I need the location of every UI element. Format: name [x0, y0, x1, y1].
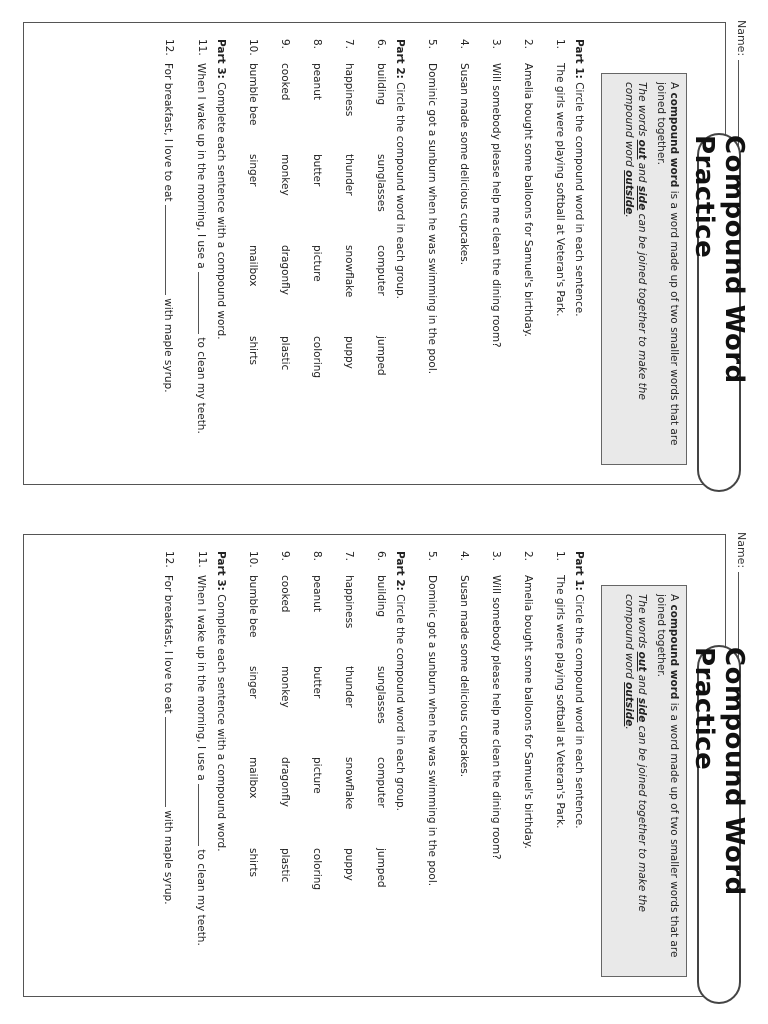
word-choice[interactable]: shirts	[247, 336, 259, 365]
part3-heading: Part 3: Complete each sentence with a compound word.	[215, 551, 227, 852]
word-choice[interactable]: happiness	[343, 63, 355, 117]
part1-item: 5. Dominic got a sunburn when he was swimming in the pool.	[426, 551, 438, 887]
worksheet	[8, 534, 748, 999]
definition-example: The words out and side can be joined together to make the compound word outside.	[623, 594, 648, 912]
part3-item: 12. For breakfast, I love to eat with maple syrup.	[162, 551, 175, 905]
part2-item: 9. cooked monkey dragonfly plastic	[278, 39, 291, 479]
part3-heading: Part 3: Complete each sentence with a compound word.	[215, 39, 227, 340]
part3-item: 11. When I wake up in the morning, I use a to clean my teeth.	[195, 39, 208, 434]
worksheet-content	[142, 39, 585, 479]
word-choice[interactable]: picture	[311, 757, 323, 794]
word-choice[interactable]: thunder	[343, 154, 355, 196]
word-choice[interactable]: jumped	[375, 336, 387, 376]
definition-box	[601, 73, 687, 465]
part1-heading: Part 1: Circle the compound word in each sentence.	[573, 39, 585, 317]
answer-blank[interactable]	[198, 784, 208, 846]
word-choice[interactable]: singer	[247, 154, 259, 187]
word-choice[interactable]: plastic	[279, 848, 291, 883]
word-choice[interactable]: cooked	[279, 63, 291, 101]
word-choice[interactable]: cooked	[279, 575, 291, 613]
part2-item: 6. building sunglasses computer jumped	[374, 551, 387, 991]
word-choice[interactable]: happiness	[343, 575, 355, 629]
word-choice[interactable]: puppy	[343, 848, 355, 881]
word-choice[interactable]: shirts	[247, 848, 259, 877]
word-choice[interactable]: butter	[311, 154, 323, 187]
word-choice[interactable]: peanut	[311, 63, 323, 100]
part3-item: 12. For breakfast, I love to eat with maple syrup.	[162, 39, 175, 393]
definition-box	[601, 585, 687, 977]
answer-blank[interactable]	[165, 717, 175, 807]
name-label: Name:	[735, 532, 748, 569]
part2-item: 8. peanut butter picture coloring	[310, 39, 323, 479]
word-choice[interactable]: mailbox	[247, 757, 259, 799]
word-choice[interactable]: jumped	[375, 848, 387, 888]
word-choice[interactable]: peanut	[311, 575, 323, 612]
word-choice[interactable]: sunglasses	[375, 666, 387, 724]
worksheet-copy-bottom	[0, 512, 768, 1024]
definition-text: A compound word is a word made up of two smaller words that are joined together.	[655, 594, 680, 958]
definition-example: The words out and side can be joined together to make the compound word outside.	[623, 82, 648, 400]
word-choice[interactable]: butter	[311, 666, 323, 699]
word-choice[interactable]: snowflake	[343, 245, 355, 298]
part2-item: 8. peanut butter picture coloring	[310, 551, 323, 991]
definition-text: A compound word is a word made up of two smaller words that are joined together.	[655, 82, 680, 446]
word-choice[interactable]: dragonfly	[279, 245, 291, 295]
word-choice[interactable]: coloring	[311, 848, 323, 891]
part3-item: 11. When I wake up in the morning, I use a to clean my teeth.	[195, 551, 208, 946]
part2-item: 10. bumble bee singer mailbox shirts	[246, 551, 259, 991]
part1-item: 3. Will somebody please help me clean the dining room?	[490, 39, 502, 348]
part1-item: 4. Susan made some delicious cupcakes.	[458, 39, 470, 266]
part2-item: 9. cooked monkey dragonfly plastic	[278, 551, 291, 991]
word-choice[interactable]: sunglasses	[375, 154, 387, 212]
part2-heading: Part 2: Circle the compound word in each group.	[394, 551, 406, 811]
part1-item: 2. Amelia bought some balloons for Samuel's birthday.	[522, 39, 534, 337]
part2-item: 10. bumble bee singer mailbox shirts	[246, 39, 259, 479]
word-choice[interactable]: bumble bee	[247, 575, 259, 638]
worksheet-title: Compound Word Practice	[697, 133, 741, 492]
worksheet-content	[142, 551, 585, 991]
part2-item: 7. happiness thunder snowflake puppy	[342, 39, 355, 479]
word-choice[interactable]: mailbox	[247, 245, 259, 287]
answer-blank[interactable]	[198, 272, 208, 334]
word-choice[interactable]: coloring	[311, 336, 323, 379]
part2-item: 6. building sunglasses computer jumped	[374, 39, 387, 479]
word-choice[interactable]: building	[375, 575, 387, 618]
word-choice[interactable]: plastic	[279, 336, 291, 371]
part1-item: 1. The girls were playing softball at Veteran's Park.	[554, 551, 566, 829]
part1-item: 2. Amelia bought some balloons for Samuel's birthday.	[522, 551, 534, 849]
word-choice[interactable]: picture	[311, 245, 323, 282]
name-label: Name:	[735, 20, 748, 57]
answer-blank[interactable]	[165, 205, 175, 295]
word-choice[interactable]: bumble bee	[247, 63, 259, 126]
word-choice[interactable]: monkey	[279, 154, 291, 196]
word-choice[interactable]: puppy	[343, 336, 355, 369]
word-choice[interactable]: snowflake	[343, 757, 355, 810]
word-choice[interactable]: singer	[247, 666, 259, 699]
word-choice[interactable]: thunder	[343, 666, 355, 708]
part2-item: 7. happiness thunder snowflake puppy	[342, 551, 355, 991]
part1-item: 3. Will somebody please help me clean the dining room?	[490, 551, 502, 860]
word-choice[interactable]: monkey	[279, 666, 291, 708]
word-choice[interactable]: dragonfly	[279, 757, 291, 807]
part2-heading: Part 2: Circle the compound word in each group.	[394, 39, 406, 299]
part1-item: 5. Dominic got a sunburn when he was swimming in the pool.	[426, 39, 438, 375]
part1-item: 4. Susan made some delicious cupcakes.	[458, 551, 470, 778]
worksheet	[8, 22, 748, 487]
worksheet-title: Compound Word Practice	[697, 645, 741, 1004]
part1-heading: Part 1: Circle the compound word in each sentence.	[573, 551, 585, 829]
word-choice[interactable]: computer	[375, 757, 387, 808]
word-choice[interactable]: computer	[375, 245, 387, 296]
word-choice[interactable]: building	[375, 63, 387, 106]
part1-item: 1. The girls were playing softball at Veteran's Park.	[554, 39, 566, 317]
